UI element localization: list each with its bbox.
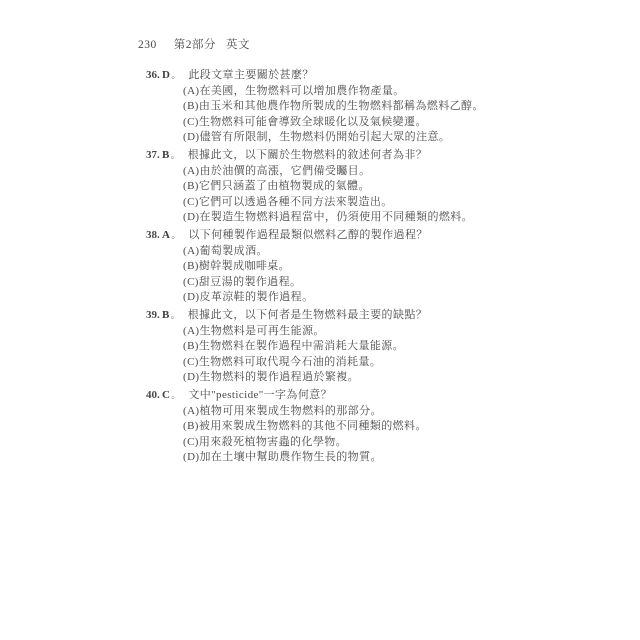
option-d: (D)儘管有所限制，生物燃料仍開始引起大眾的注意。 [183,131,451,143]
option-d: (D)生物燃料的製作過程過於繁複。 [183,371,360,383]
option-c: (C)它們可以透過各種不同方法來製造出。 [183,195,393,208]
option-a: (A)在美國，生物燃料可以增加農作物產量。 [183,84,405,97]
question-number: 37. [146,149,160,161]
answer-dot: 。 [170,150,181,160]
option-a: (A)生物燃料是可再生能源。 [183,324,325,337]
question-number: 38. [146,229,160,241]
answer-letter: D [162,69,171,81]
answer-dot: 。 [171,70,181,80]
question-head [146,228,616,244]
option-b: (B)被用來製成生物燃料的其他不同種類的燃料。 [183,420,427,432]
option-d: (D)加在土壤中幫助農作物生長的物質。 [183,451,382,463]
option-c: (C)甜豆湯的製作過程。 [183,275,302,288]
option-c: (C)生物燃料可取代現今石油的消耗量。 [183,355,382,368]
option-d: (D)在製造生物燃料過程當中，仍須使用不同種類的燃料。 [183,211,474,223]
question-block-36 [146,68,616,146]
question-number: 39. [146,309,160,321]
question-block-38 [146,228,616,306]
question-block-37 [146,148,616,226]
part-label: 第2部分 [173,39,216,51]
question-head [146,148,616,164]
option-b: (B)它們只涵蓋了由植物製成的氣體。 [183,180,370,192]
option-b: (B)生物燃料在製作過程中需消耗大量能源。 [183,340,405,352]
question-text: 根據此文，以下何者是生物燃料最主要的缺點？ [187,309,428,321]
option-b: (B)樹幹製成咖啡桌。 [183,260,291,272]
option-a: (A)葡萄製成酒。 [183,244,268,257]
answer-dot: 。 [171,230,181,240]
question-number: 40. [146,389,160,401]
option-d: (D)皮革涼鞋的製作過程。 [183,291,314,303]
question-head [146,308,616,324]
page-number: 230 [138,39,157,51]
answer-dot: 。 [170,310,181,320]
answer-letter: B [162,309,170,321]
question-text: 文中"pesticide"一字為何意？ [188,389,333,401]
option-b: (B)由玉米和其他農作物所製成的生物燃料都稱為燃料乙醇。 [183,100,484,112]
question-block-40 [146,388,616,466]
option-c: (C)用來殺死植物害蟲的化學物。 [183,435,348,448]
page-header [138,36,250,52]
question-head [146,68,616,84]
option-c: (C)生物燃料可能會導致全球暖化以及氣候變遷。 [183,115,427,128]
question-number: 36. [146,69,160,81]
answer-key-content [146,68,616,468]
subject-label: 英文 [226,39,250,51]
option-a: (A)植物可用來製成生物燃料的那部分。 [183,404,382,417]
question-text: 此段文章主要關於甚麼？ [188,69,314,81]
answer-letter: C [162,389,171,401]
question-text: 根據此文，以下關於生物燃料的敘述何者為非？ [187,149,428,161]
answer-letter: B [162,149,170,161]
question-block-39 [146,308,616,386]
answer-dot: 。 [171,390,181,400]
answer-letter: A [162,229,171,241]
question-text: 以下何種製作過程最類似燃料乙醇的製作過程？ [188,229,428,241]
option-a: (A)由於油價的高漲，它們備受矚目。 [183,164,371,177]
question-head [146,388,616,404]
